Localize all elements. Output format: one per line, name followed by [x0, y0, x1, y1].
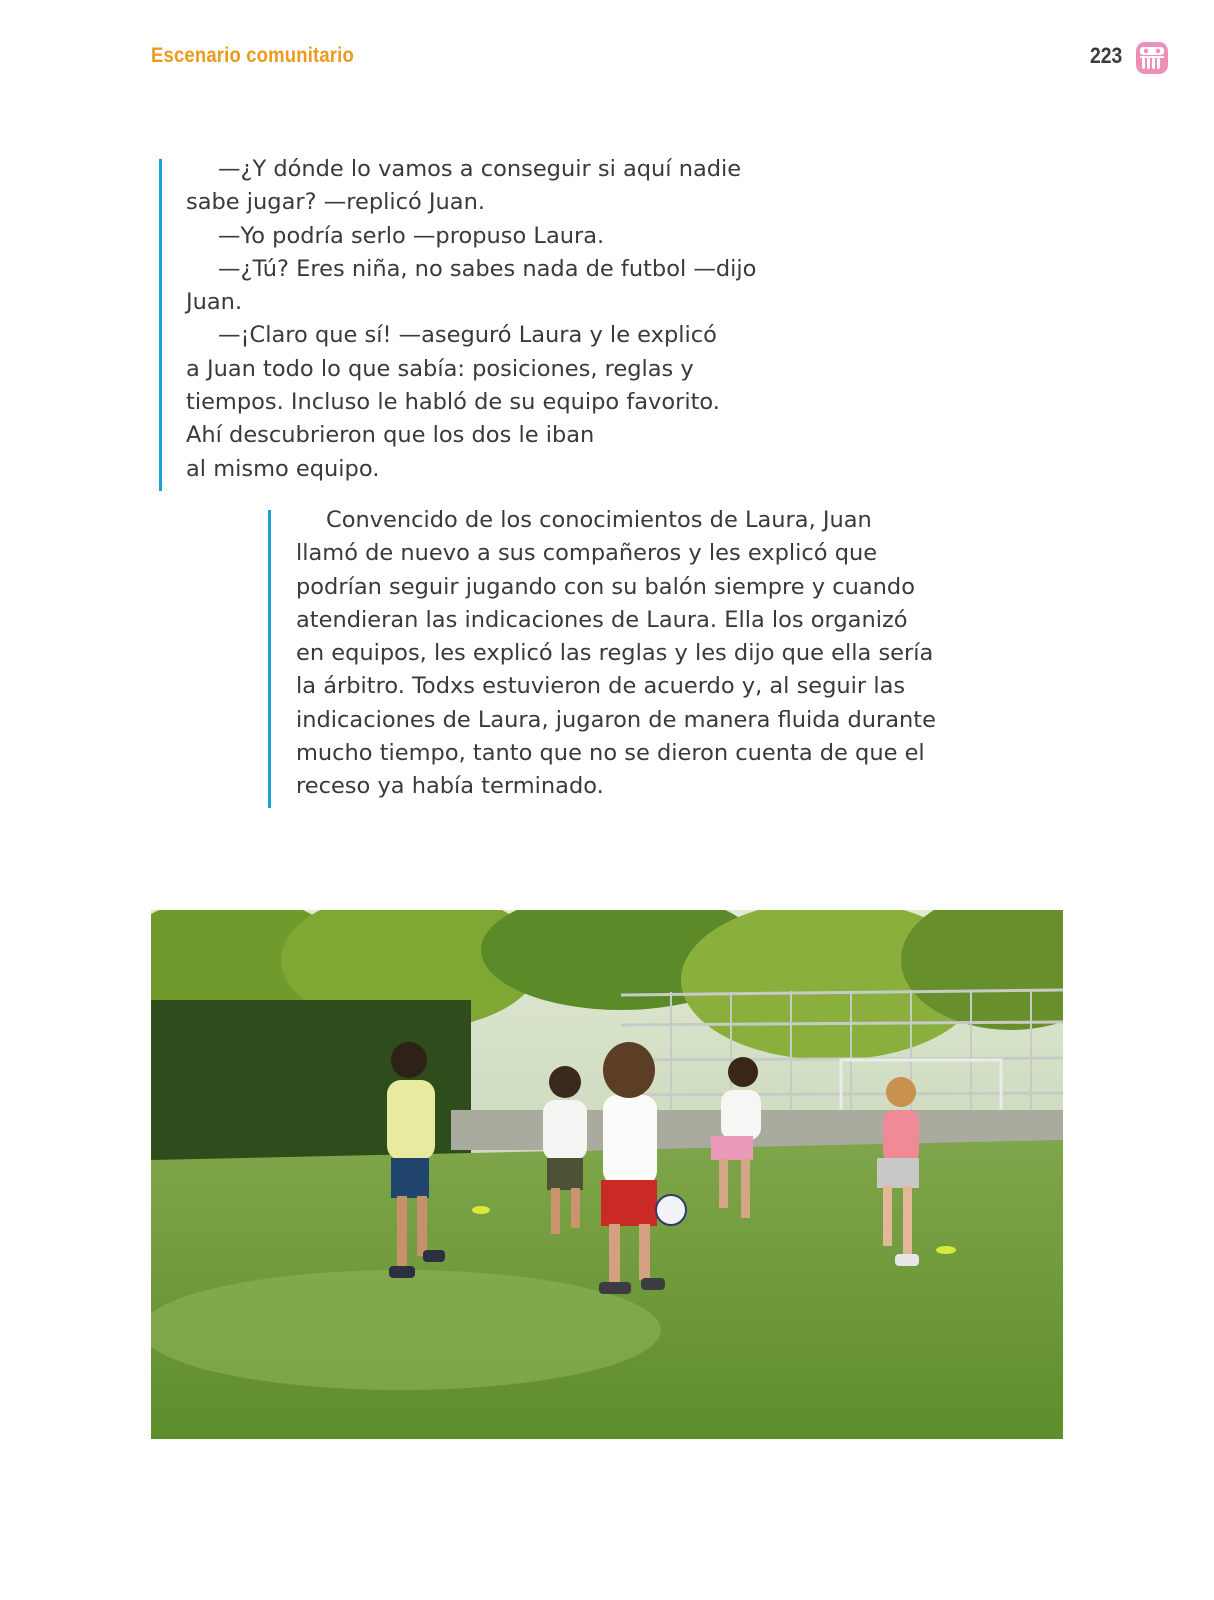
- mayan-glyph-icon: [1135, 41, 1169, 75]
- dialogue-line: al mismo equipo.: [186, 455, 380, 482]
- section-title: Escenario comunitario: [151, 44, 354, 67]
- page-number: 223: [1090, 43, 1123, 68]
- narration-block: [268, 504, 1028, 804]
- narration-line: Convencido de los conocimientos de Laura, Juan: [326, 507, 872, 533]
- children-playing-soccer-photo: [151, 910, 1063, 1439]
- dialogue-line: tiempos. Incluso le habló de su equipo favorito.: [186, 389, 720, 416]
- narration-line: en equipos, les explicó las reglas y les dijo que ella sería: [296, 640, 934, 667]
- narration-line: llamó de nuevo a sus compañeros y les explicó que: [296, 540, 878, 567]
- dialogue-rule: [159, 159, 162, 491]
- narration-line: receso ya había terminado.: [296, 773, 604, 800]
- dialogue-line: —¿Tú? Eres niña, no sabes nada de futbol —dijo: [218, 255, 757, 282]
- narration-line: podrían seguir jugando con su balón siempre y cuando: [296, 573, 915, 600]
- dialogue-line: —Yo podría serlo —propuso Laura.: [218, 222, 605, 249]
- dialogue-block: [159, 153, 859, 487]
- narration-line: atendieran las indicaciones de Laura. Ella los organizó: [296, 606, 908, 633]
- dialogue-line: a Juan todo lo que sabía: posiciones, reglas y: [186, 355, 694, 382]
- narration-rule: [268, 510, 271, 808]
- dialogue-line: —¿Y dónde lo vamos a conseguir si aquí nadie: [218, 156, 742, 182]
- narration-line: la árbitro. Todxs estuvieron de acuerdo y, al seguir las: [296, 673, 906, 700]
- narration-line: indicaciones de Laura, jugaron de manera fluida durante: [296, 706, 936, 733]
- dialogue-line: Juan.: [186, 289, 243, 316]
- narration-line: mucho tiempo, tanto que no se dieron cuenta de que el: [296, 740, 925, 767]
- dialogue-line: sabe jugar? —replicó Juan.: [186, 189, 485, 216]
- dialogue-line: Ahí descubrieron que los dos le iban: [186, 422, 595, 449]
- dialogue-line: —¡Claro que sí! —aseguró Laura y le explicó: [218, 322, 717, 349]
